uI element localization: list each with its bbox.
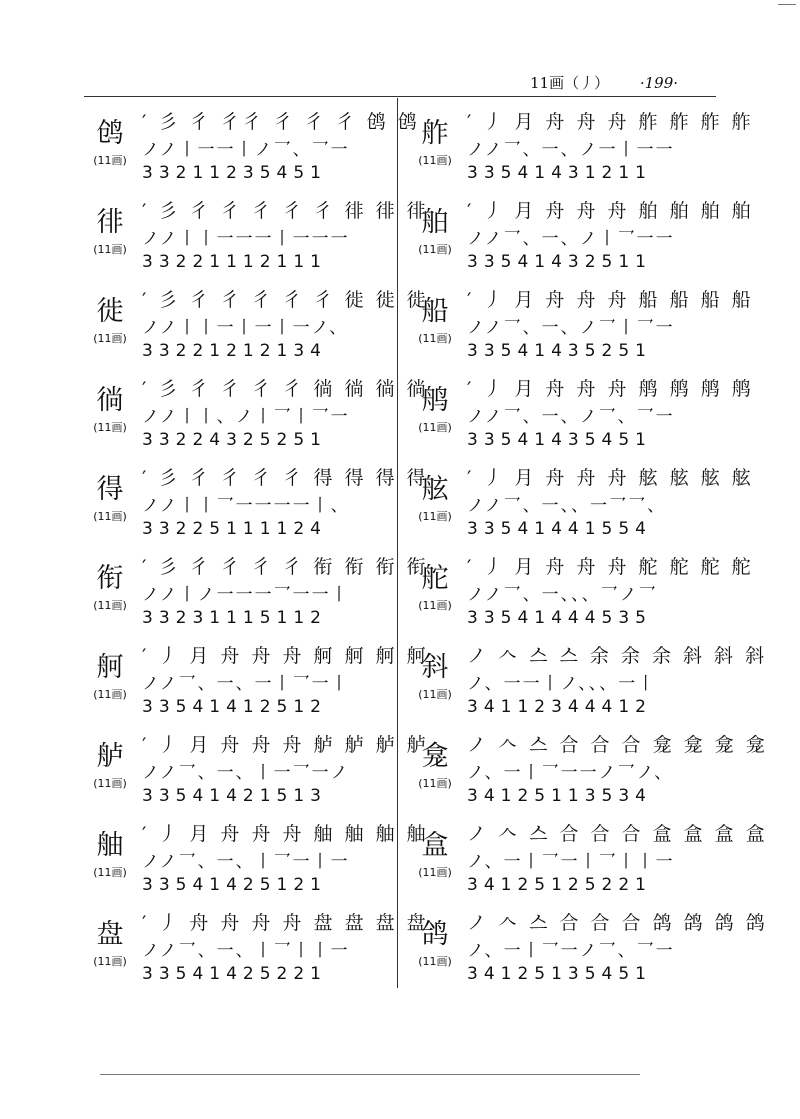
stroke-code: 34125125221 [467, 875, 652, 895]
stroke-count: (11画) [93, 955, 127, 968]
stroke-code: 33541425221 [142, 964, 327, 984]
stroke-count: (11画) [418, 688, 452, 701]
stroke-shapes: ノノ丨丨乛一一一一丨、 [142, 496, 350, 516]
character: 鸽 [421, 919, 449, 950]
entry [405, 723, 768, 812]
stroke-shapes: ノノ乛、一、ノ丨乛一一 [467, 229, 675, 249]
character: 舳 [96, 830, 124, 861]
stroke-count: (11画) [93, 688, 127, 701]
stroke-code: 33231115112 [142, 608, 327, 628]
stroke-code: 33541441554 [467, 519, 652, 539]
character: 盘 [96, 919, 124, 950]
stroke-count: (11画) [93, 866, 127, 879]
stroke-code: 33541412512 [142, 697, 327, 717]
stroke-shapes: ノノ乛、一、丨乛一丨一 [142, 852, 350, 872]
character: 舸 [96, 652, 124, 683]
stroke-sequence: ′ 丿 月 舟 舟 舟 船 船 船 船 [467, 289, 754, 311]
stroke-count: (11画) [93, 154, 127, 167]
stroke-sequence: ′ 彡 彳 彳 彳 彳 彳 徙 徙 徙 [142, 289, 429, 311]
stroke-sequence: ノ 𠆢 스 合 合 合 盒 盒 盒 盒 [467, 823, 768, 845]
stroke-code: 33221112111 [142, 252, 327, 272]
stroke-code: 33225111124 [142, 519, 327, 539]
stroke-shapes: ノノ丨丨一丨一丨一ノ、 [142, 318, 349, 338]
character: 徘 [96, 207, 124, 238]
entry [80, 723, 429, 812]
entry [80, 456, 429, 545]
stroke-count: (11画) [93, 332, 127, 345]
character: 舷 [421, 474, 449, 505]
stroke-code: 33211235451 [142, 163, 327, 183]
stroke-sequence: ′ 彡 彳 彳 彳 彳 衔 衔 衔 衔 [142, 556, 429, 578]
entry [405, 812, 768, 901]
header-rule [84, 96, 716, 97]
stroke-shapes: ノノ乛、一、、一乛乛、 [467, 496, 667, 516]
character: 得 [96, 474, 124, 505]
right-column [405, 100, 768, 990]
stroke-count: (11画) [418, 243, 452, 256]
entry [80, 189, 429, 278]
entry [80, 367, 429, 456]
stroke-sequence: ノ 𠆢 스 스 余 余 余 斜 斜 斜 [467, 645, 768, 667]
stroke-shapes: ノ、一丨乛一一ノ乛ノ、 [467, 763, 674, 783]
stroke-code: 33541435251 [467, 341, 652, 361]
entry [80, 901, 429, 990]
stroke-code: 34125135451 [467, 964, 652, 984]
stroke-count: (11画) [93, 777, 127, 790]
entry [405, 456, 754, 545]
stroke-shapes: ノ、一丨乛一ノ乛、乛一 [467, 941, 675, 961]
stroke-code: 33541421513 [142, 786, 327, 806]
entry [405, 901, 768, 990]
character: 龛 [421, 741, 449, 772]
stroke-sequence: ′ 丿 月 舟 舟 舟 鸼 鸼 鸼 鸼 [467, 378, 754, 400]
character: 盒 [421, 830, 449, 861]
stroke-count: (11画) [418, 510, 452, 523]
stroke-shapes: ノノ丨丨、ノ丨乛丨乛一 [142, 407, 350, 427]
character: 舴 [421, 118, 449, 149]
stroke-count: (11画) [418, 777, 452, 790]
entry [405, 367, 754, 456]
stroke-count: (11画) [418, 955, 452, 968]
entry [405, 189, 754, 278]
stroke-code: 33541431211 [467, 163, 652, 183]
stroke-sequence: ノ 𠆢 스 合 合 合 龛 龛 龛 龛 [467, 734, 768, 756]
stroke-shapes: ノ、一丨乛一丨乛丨丨一 [467, 852, 675, 872]
character: 舻 [96, 741, 124, 772]
stroke-sequence: ′ 彡 彳 彳 彳 彳 徜 徜 徜 徜 [142, 378, 429, 400]
entry [80, 634, 429, 723]
stroke-sequence: ′ 丿 月 舟 舟 舟 舻 舻 舻 舻 [142, 734, 429, 756]
stroke-code: 33541435451 [467, 430, 652, 450]
stroke-sequence: ′ 丿 月 舟 舟 舟 舶 舶 舶 舶 [467, 200, 754, 222]
stroke-sequence: ノ 𠆢 스 合 合 合 鸽 鸽 鸽 鸽 [467, 912, 768, 934]
entry [405, 100, 754, 189]
section-label: 11画（丿） [530, 74, 610, 92]
stroke-shapes: ノノ乛、一、ノ乛丨乛一 [467, 318, 675, 338]
stroke-code: 33541444535 [467, 608, 652, 628]
stroke-code: 33221212134 [142, 341, 327, 361]
stroke-shapes: ノノ乛、一、丨乛丨丨一 [142, 941, 350, 961]
stroke-shapes: ノノ乛、一、ノ一丨一一 [467, 140, 675, 160]
character: 斜 [421, 652, 449, 683]
entry [80, 100, 420, 189]
stroke-sequence: ′ 丿 月 舟 舟 舟 舷 舷 舷 舷 [467, 467, 754, 489]
entry [80, 812, 429, 901]
stroke-shapes: ノ、一一丨ノ、、、一丨 [467, 674, 657, 694]
stroke-count: (11画) [418, 599, 452, 612]
stroke-shapes: ノノ乛、一、、、乛ノ乛 [467, 585, 658, 605]
left-column [80, 100, 429, 990]
character: 衔 [96, 563, 124, 594]
character: 鸧 [96, 118, 124, 149]
stroke-code: 33541425121 [142, 875, 327, 895]
stroke-code: 33224325251 [142, 430, 327, 450]
character: 徜 [96, 385, 124, 416]
stroke-sequence: ′ 彡 彳 彳 彳 彳 得 得 得 得 [142, 467, 429, 489]
page-number: ·199· [639, 74, 679, 92]
stroke-count: (11画) [418, 154, 452, 167]
stroke-code: 33541432511 [467, 252, 652, 272]
stroke-shapes: ノノ乛、一、丨一乛一ノ [142, 763, 350, 783]
stroke-count: (11画) [418, 421, 452, 434]
entry [405, 545, 754, 634]
stroke-sequence: ′ 丿 月 舟 舟 舟 舳 舳 舳 舳 [142, 823, 429, 845]
stroke-count: (11画) [418, 332, 452, 345]
stroke-count: (11画) [418, 866, 452, 879]
stroke-count: (11画) [93, 243, 127, 256]
stroke-sequence: ′ 彡 彳 彳 彳 彳 彳 徘 徘 徘 [142, 200, 429, 222]
character: 船 [421, 296, 449, 327]
running-header [530, 72, 730, 96]
stroke-shapes: ノノ乛、一、一丨乛一丨 [142, 674, 350, 694]
stroke-count: (11画) [93, 599, 127, 612]
stroke-count: (11画) [93, 421, 127, 434]
character: 舶 [421, 207, 449, 238]
stroke-shapes: ノノ丨丨一一一丨一一一 [142, 229, 350, 249]
stroke-sequence: ′ 丿 月 舟 舟 舟 舸 舸 舸 舸 [142, 645, 429, 667]
entry [405, 278, 754, 367]
stroke-shapes: ノノ丨一一丨ノ乛、乛一 [142, 140, 350, 160]
scan-mark-bottom [100, 1074, 640, 1075]
character: 鸼 [421, 385, 449, 416]
stroke-count: (11画) [93, 510, 127, 523]
stroke-code: 34125113534 [467, 786, 652, 806]
stroke-shapes: ノノ乛、一、ノ乛、乛一 [467, 407, 675, 427]
entry [80, 545, 429, 634]
stroke-code: 34112344412 [467, 697, 652, 717]
scan-mark-top-right [778, 4, 796, 5]
stroke-sequence: ′ 丿 舟 舟 舟 舟 盘 盘 盘 盘 [142, 912, 429, 934]
entry [405, 634, 768, 723]
stroke-shapes: ノノ丨ノ一一一乛一一丨 [142, 585, 350, 605]
stroke-sequence: ′ 丿 月 舟 舟 舟 舴 舴 舴 舴 [467, 111, 754, 133]
character: 徙 [96, 296, 124, 327]
stroke-sequence: ′ 丿 月 舟 舟 舟 舵 舵 舵 舵 [467, 556, 754, 578]
entry [80, 278, 429, 367]
character: 舵 [421, 563, 449, 594]
stroke-sequence: ′ 彡 彳 彳彳 彳 彳 彳 鸧 鸧 [142, 111, 420, 133]
